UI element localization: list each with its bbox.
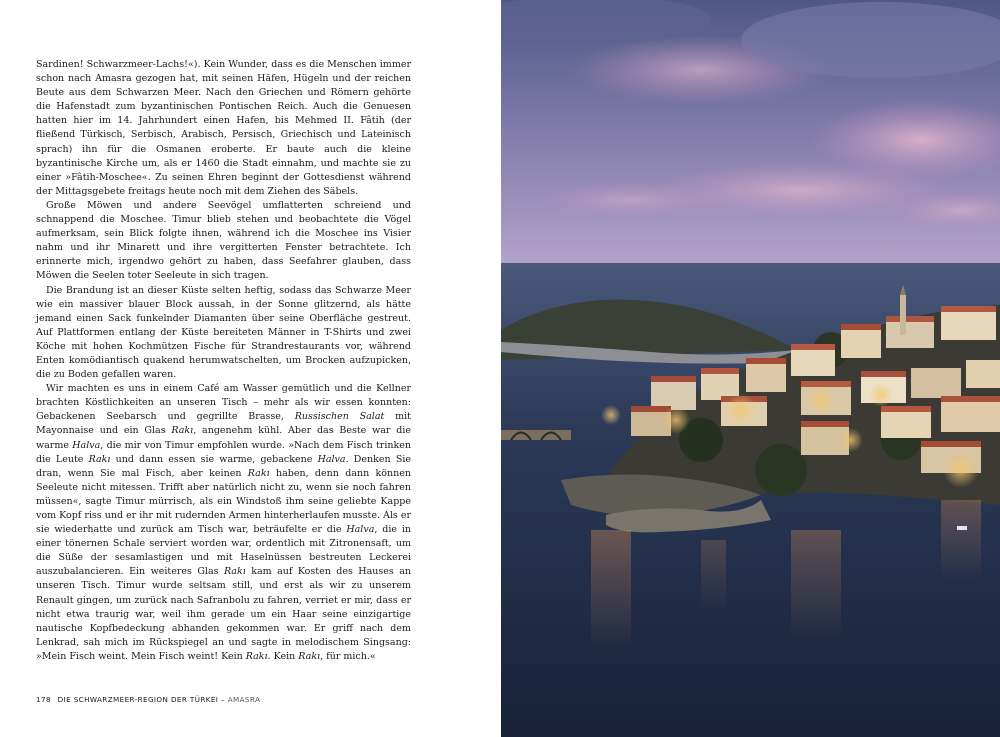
text-run: Wir machten es uns in einem Café am Wasser gemütlich und die Kellner brachten Köstlichkeiten an unseren Tisch – mehr als wir essen konnten: Gebackenen Seebarsch und gegrillte Brasse,	[36, 383, 411, 423]
text-run: Große Möwen und andere Seevögel umflatterten schreiend und schnappend die Moschee. Timur blieb stehen und beobachtete die Vögel aufmerksam, sein Blick folgte ihnen, während ich die Moschee ins Visier nahm und ihr Minarett und ihre vergitterten Fenster betrachtete. Ich erinnerte mich, irgendwo gehört zu haben, dass Seefahrer glauben, dass Möwen die Seelen toter Seeleute in sich tragen.	[36, 199, 411, 282]
italic-term: Rakı	[245, 650, 268, 662]
photo-amasra	[501, 0, 1000, 737]
running-head-place: AMASRA	[227, 695, 261, 704]
italic-term: Rakı	[223, 566, 246, 578]
italic-term: Rakı	[247, 467, 270, 479]
italic-term: Halva	[346, 524, 375, 536]
text-run: . Denken Sie dran, wenn Sie mal Fisch, aber keinen	[36, 453, 411, 479]
text-run: , angenehm kühl. Aber das Beste war die warme	[36, 425, 411, 451]
text-run: , die in einer tönernen Schale serviert worden war, ordentlich mit Zitronensaft, um die Süße der sesamlastigen und mit Haselnüssen bestreuten Leckerei auszubalancieren. Ein weiteres Glas	[36, 524, 411, 578]
italic-term: Halva	[317, 453, 346, 465]
italic-term: Rakı	[88, 453, 111, 465]
italic-term: Russischen Salat	[294, 411, 385, 423]
text-run: und dann essen sie warme, gebackene	[110, 453, 318, 465]
paragraph	[36, 58, 411, 199]
page-number: 178	[36, 695, 51, 704]
text-run: haben, denn dann können Seeleute nicht mitessen. Trifft aber natürlich nicht zu, wenn sie noch fahren müssen«, sagte Timur mürrisch, als ein Windstoß ihm seine geliebte Kappe vom Kopf riss und er ihr mit rudernden Armen hinterherlaufen musste. Als er sie wiederhatte und zurück am Tisch war, beträufelte er die	[36, 467, 411, 536]
text-run: Die Brandung ist an dieser Küste selten heftig, sodass das Schwarze Meer wie ein massiver blauer Block aussah, in der Sonne glitzernd, als hätte jemand einen Sack funkelnder Diamanten über seine Oberfläche gestreut. Auf Plattformen entlang der Küste bereiteten Männer in T-Shirts und zwei Köche mit hohen Kochmützen Fische für Strandrestaurants vor, während Enten komödiantisch quakend herumwatschelten, um Brocken aufzupicken, die zu Boden gefallen waren.	[36, 284, 411, 381]
text-run: mit Mayonnaise und ein Glas	[36, 411, 412, 437]
running-head: DIE SCHWARZMEER-REGION DER TÜRKEI –	[57, 695, 225, 704]
text-run: Sardinen! Schwarzmeer-Lachs!«). Kein Wunder, dass es die Menschen immer schon nach Amasra gezogen hat, mit seinen Häfen, Hügeln und der reichen Beute aus dem Schwarzen Meer. Nach den Griechen und Römern gehörte die Hafenstadt zum byzantinischen Pontischen Reich. Auch die Genuesen hatten hier im 14. Jahrhundert einen Hafen, bis Mehmed II. Fâtih (der fließend Türkisch, Serbisch, Arabisch, Persisch, Griechisch und Lateinisch sprach) ihn für die Osmanen eroberte. Er baute auch die kleine byzantinische Kirche um, als er 1460 die Stadt einnahm, und machte sie zu einer »Fâtih-Moschee«. Zu seinen Ehren beginnt der Gottesdienst während der Mittagsgebete freitags heute noch mit dem Ziehen des Säbels.	[36, 59, 411, 197]
text-run: kam auf Kosten des Hauses an unseren Tisch. Timur wurde seltsam still, und erst als wir zu unserem Renault gingen, um zurück nach Safranbolu zu fahren, verriet er mir, dass er nicht etwa traurig war, weil ihm gerade um ein Haar seine einzigartige nautische Kopfbedeckung abhanden gekommen war. Er griff nach dem Lenkrad, sah mich im Rückspiegel an und sagte in melodischem Singsang: »Mein Fisch weint. Mein Fisch weint! Kein	[36, 566, 411, 662]
italic-term: Rakı	[298, 650, 321, 662]
text-run: . Kein	[267, 650, 299, 662]
paragraph	[36, 382, 411, 664]
italic-term: Halva	[72, 439, 101, 451]
text-run: , für mich.«	[320, 650, 376, 662]
text-run: , die mir von Timur empfohlen wurde. »Nach dem Fisch trinken die Leute	[36, 439, 411, 465]
paragraph	[36, 199, 411, 284]
paragraph	[36, 284, 411, 383]
page-footer	[36, 695, 456, 704]
italic-term: Rakı	[171, 425, 194, 437]
body-text	[36, 58, 411, 664]
